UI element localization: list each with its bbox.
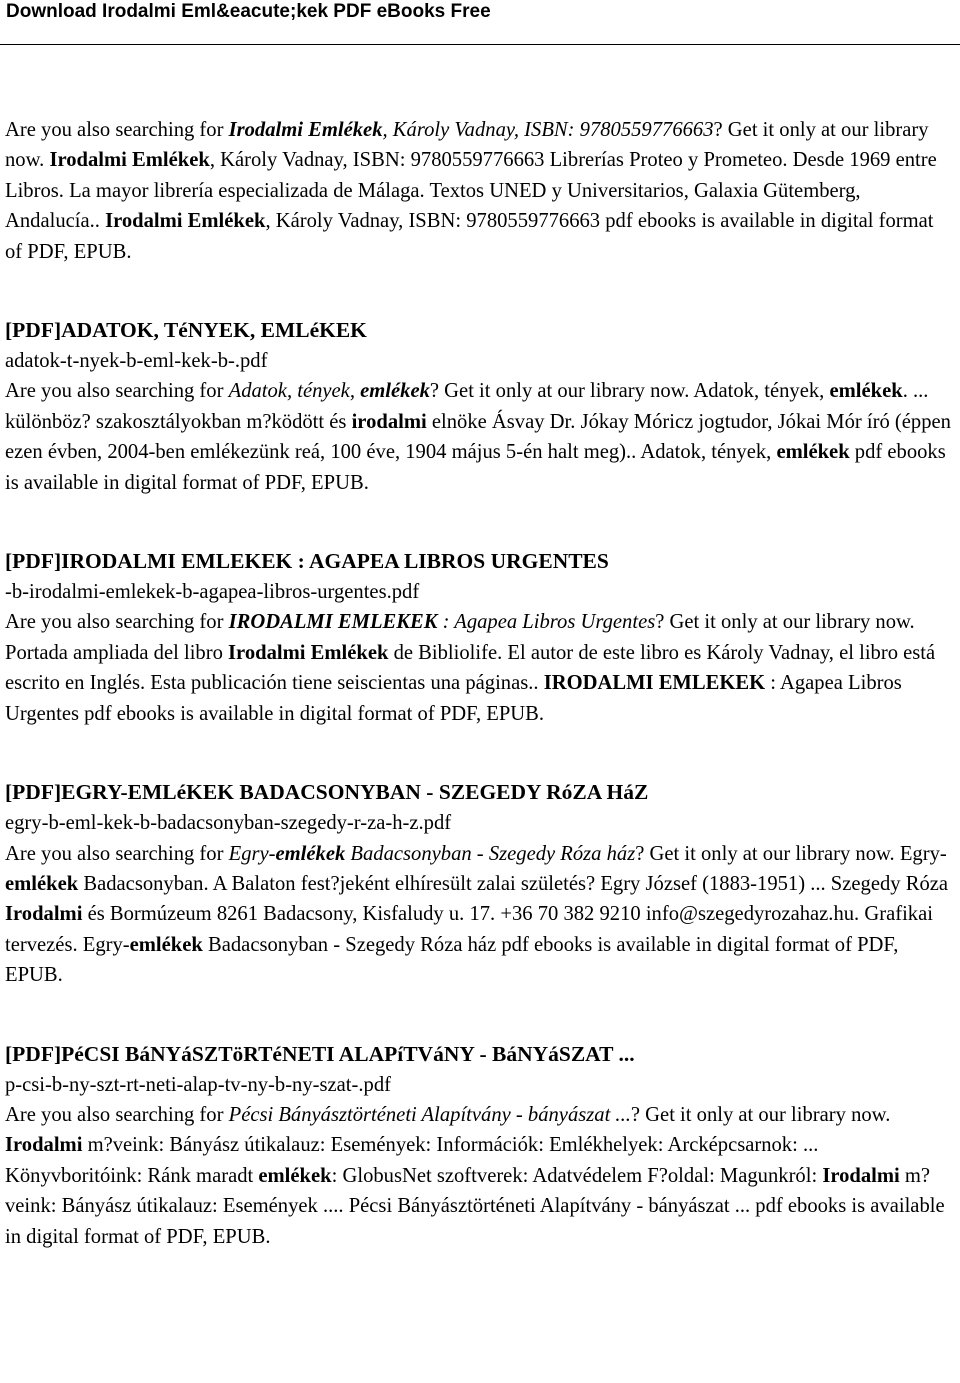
result-entry <box>5 1039 953 1252</box>
text-run: Badacsonyban. A Balaton fest?jeként elhíresült zalai születés? Egry József (1883-1951) ... Szegedy Róza <box>78 872 949 895</box>
text-run: Irodalmi Emlékek <box>228 119 383 141</box>
text-run: m?veink: Bányász útikalauz: Események: Információk: Emlékhelyek: Arcképcsarnok: ... Könyvboritóink: Ránk maradt <box>5 1134 819 1187</box>
text-run: emlékek <box>360 380 430 403</box>
text-run: emlékek <box>129 933 203 956</box>
text-run: Pécsi Bányásztörténeti Alapítvány - bányászat ... <box>228 1103 631 1126</box>
text-run: , Károly Vadnay, ISBN: 9780559776663 pdf ebooks is available in digital format of PDF, EPUB. <box>5 210 934 263</box>
text-run: Are you also searching for <box>5 119 229 141</box>
entry-filename: egry-b-eml-kek-b-badacsonyban-szegedy-r-za-h-z.pdf <box>5 812 452 835</box>
entry-filename: p-csi-b-ny-szt-rt-neti-alap-tv-ny-b-ny-szat-.pdf <box>5 1073 391 1096</box>
text-run: Egry- <box>228 842 276 865</box>
text-run: emlékek <box>275 842 346 865</box>
page-title: Download Irodalmi Eml&eacute;kek PDF eBooks Free <box>6 1 491 22</box>
text-run: : Agapea Libros Urgentes <box>437 611 656 634</box>
text-run: elnöke Ásvay Dr. Jókay Móricz jogtudor, Jókai Mór író (éppen ezen évben, 2004-ben emlékezünk reá, 100 éve, 1904 május 5-én halt meg).. Adatok, tények, <box>5 410 951 464</box>
text-run: ? Get it only at our library now. Portada ampliada del libro <box>5 611 915 664</box>
text-run: , Károly Vadnay, ISBN: 9780559776663 Librerías Proteo y Prometeo. Desde 1969 entre Libros. La mayor librería especializada de Málaga. Textos UNED y Universitarios, Galaxia Gütemberg, Andalucía.. <box>5 149 937 233</box>
document-body <box>5 115 953 1300</box>
text-run: Irodalmi <box>5 1134 83 1157</box>
text-run: Badacsonyban - Szegedy Róza ház pdf ebooks is available in digital format of PDF, EPUB. <box>5 933 899 987</box>
text-run: ? Get it only at our library now. <box>630 1103 891 1126</box>
text-run: Are you also searching for <box>5 842 229 865</box>
text-run: : Agapea Libros Urgentes pdf ebooks is available in digital format of PDF, EPUB. <box>5 672 902 725</box>
entry-description <box>5 1100 953 1252</box>
text-run: ? Get it only at our library now. <box>5 119 929 172</box>
header-divider <box>0 44 960 45</box>
text-run: pdf ebooks is available in digital format of PDF, EPUB. <box>5 441 946 494</box>
result-entry <box>5 315 953 498</box>
text-run: ? Get it only at our library now. Adatok, tények, <box>429 380 830 403</box>
text-run: Adatok, tények, <box>228 380 361 403</box>
text-run: emlékek <box>258 1164 332 1187</box>
text-run: Badacsonyban - Szegedy Róza ház <box>345 842 636 865</box>
text-run: Are you also searching for <box>5 1103 229 1126</box>
entry-title: [PDF]EGRY-EMLéKEK BADACSONYBAN - SZEGEDY RóZA HáZ <box>5 780 649 805</box>
text-run: IRODALMI EMLEKEK <box>543 672 766 695</box>
text-run: emlékek <box>776 441 850 464</box>
entry-filename: adatok-t-nyek-b-eml-kek-b-.pdf <box>5 350 268 373</box>
text-run: . ... különböz? szakosztályokban m?ködött és <box>5 380 929 433</box>
page-header <box>0 0 960 46</box>
text-run: : GlobusNet szoftverek: Adatvédelem F?oldal: Magunkról: <box>331 1164 823 1187</box>
text-run: IRODALMI EMLEKEK <box>228 611 438 634</box>
text-run: emlékek <box>5 872 79 895</box>
text-run: de Bibliolife. El autor de este libro es Károly Vadnay, el libro está escrito en Inglés. Esta publicación tiene seiscientas una páginas.. <box>5 641 936 695</box>
entry-description <box>5 376 953 498</box>
text-run: Irodalmi Emlékek <box>228 641 389 664</box>
text-run: Are you also searching for <box>5 611 229 634</box>
text-run: m?veink: Bányász útikalauz: Események .... Pécsi Bányásztörténeti Alapítvány - bányászat ... pdf ebooks is available in digital format of PDF, EPUB. <box>5 1164 945 1248</box>
text-run: Are you also searching for <box>5 380 229 403</box>
entry-filename: -b-irodalmi-emlekek-b-agapea-libros-urgentes.pdf <box>5 581 420 604</box>
text-run: Irodalmi Emlékek <box>49 149 210 172</box>
entry-list <box>5 315 953 1252</box>
text-run: , Károly Vadnay, ISBN: 9780559776663 <box>382 119 714 141</box>
text-run: Irodalmi <box>822 1164 900 1187</box>
entry-title: [PDF]IRODALMI EMLEKEK : AGAPEA LIBROS URGENTES <box>5 549 609 574</box>
entry-description <box>5 839 953 991</box>
result-entry <box>5 777 953 990</box>
text-run: irodalmi <box>351 410 427 433</box>
text-run: Irodalmi Emlékek <box>105 210 266 233</box>
text-run: emlékek <box>829 380 903 403</box>
text-run: Irodalmi <box>5 903 83 926</box>
entry-title: [PDF]PéCSI BáNYáSZTöRTéNETI ALAPíTVáNY - BáNYáSZAT ... <box>5 1041 635 1066</box>
result-entry <box>5 546 953 729</box>
text-run: és Bormúzeum 8261 Badacsony, Kisfaludy u. 17. +36 70 382 9210 info@szegedyrozahaz.hu. Grafikai tervezés. Egry- <box>5 903 933 956</box>
entry-title: [PDF]ADATOK, TéNYEK, EMLéKEK <box>5 318 367 343</box>
text-run: ? Get it only at our library now. Egry- <box>635 842 947 865</box>
intro-paragraph <box>5 115 953 267</box>
entry-description <box>5 607 953 729</box>
